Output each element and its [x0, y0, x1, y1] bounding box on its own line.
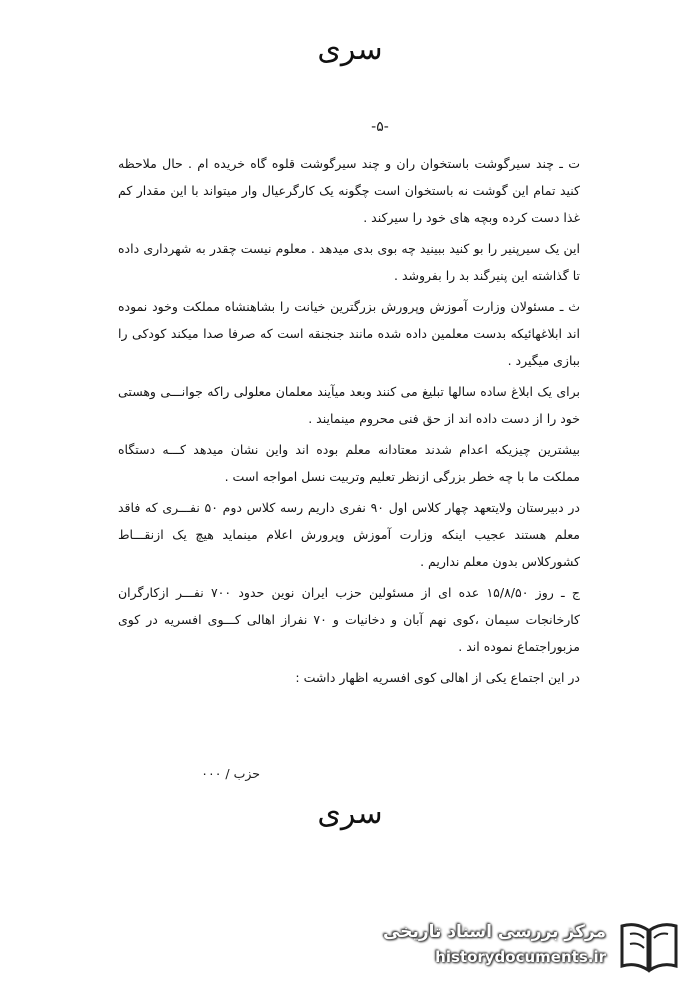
document-body	[118, 150, 580, 695]
book-pages-icon	[616, 920, 682, 974]
paragraph: ت ـ چند سیرگوشت باستخوان ران و چند سیرگوشت قلوه گاه خریده ام . حال ملاحظه کنید تمام این گوشت نه باستخوان است چگونه یک کارگرعیال وار میتواند با این مقدار کم غذا دست کرده وبچه های خود را سیرکند .	[118, 156, 580, 225]
signature-line: حزب / ۰۰۰	[201, 766, 260, 781]
section-mark: -۵-	[371, 119, 389, 135]
watermark-logo	[383, 918, 690, 976]
paragraph: بیشترین چیزیکه اعدام شدند معتادانه معلم بوده اند واین نشان میدهد کـــه دستگاه مملکت ما با چه خطر بزرگی ازنظر تعلیم وتربیت نسل امواجه است .	[118, 442, 580, 484]
watermark-org-name: مرکز بررسی اسناد تاریخی	[383, 922, 606, 942]
paragraph: این یک سیرپنیر را بو کنید ببینید چه بوی بدی میدهد . معلوم نیست چقدر به شهرداری داده تا گذاشته این پنیرگند بد را بفروشد .	[118, 241, 580, 283]
classification-stamp-top: سری	[317, 32, 383, 67]
paragraph: در این اجتماع یکی از اهالی کوی افسریه اظهار داشت :	[295, 670, 580, 685]
paragraph: ث ـ مسئولان وزارت آموزش وپرورش بزرگترین خیانت را بشاهنشاه مملکت وخود نموده اند ابلاغهائیکه بدست معلمین داده شده مانند جنجنقه است که صرفا صدا میکند کودکی را ببازی میگیرد .	[118, 299, 580, 368]
paragraph: در دبیرستان ولایتعهد چهار کلاس اول ۹۰ نفری داریم رسه کلاس دوم ۵۰ نفـــری که فاقد معلم هستند عجیب اینکه وزارت آموزش وپرورش اعلام مینماید هیچ یک ازنقـــاط کشورکلاس بدون معلم نداریم .	[118, 500, 580, 569]
classification-stamp-bottom: سری	[317, 796, 383, 831]
paragraph: برای یک ابلاغ ساده سالها تبلیغ می کنند وبعد میآیند معلمان معلولی راکه جوانـــی وهستی خود را از دست داده اند از حق فنی محروم مینمایند .	[118, 384, 580, 426]
watermark-url: historydocuments.ir	[435, 948, 606, 966]
paragraph: ج ـ روز ۱۵/۸/۵۰ عده ای از مسئولین حزب ایران نوین حدود ۷۰۰ نفـــر ازکارگران کارخانجات سیمان ،کوی نهم آبان و دخانیات و ۷۰ نفراز اهالی کـــوی افسریه در کوی مزبوراجتماع نموده اند .	[118, 585, 580, 654]
